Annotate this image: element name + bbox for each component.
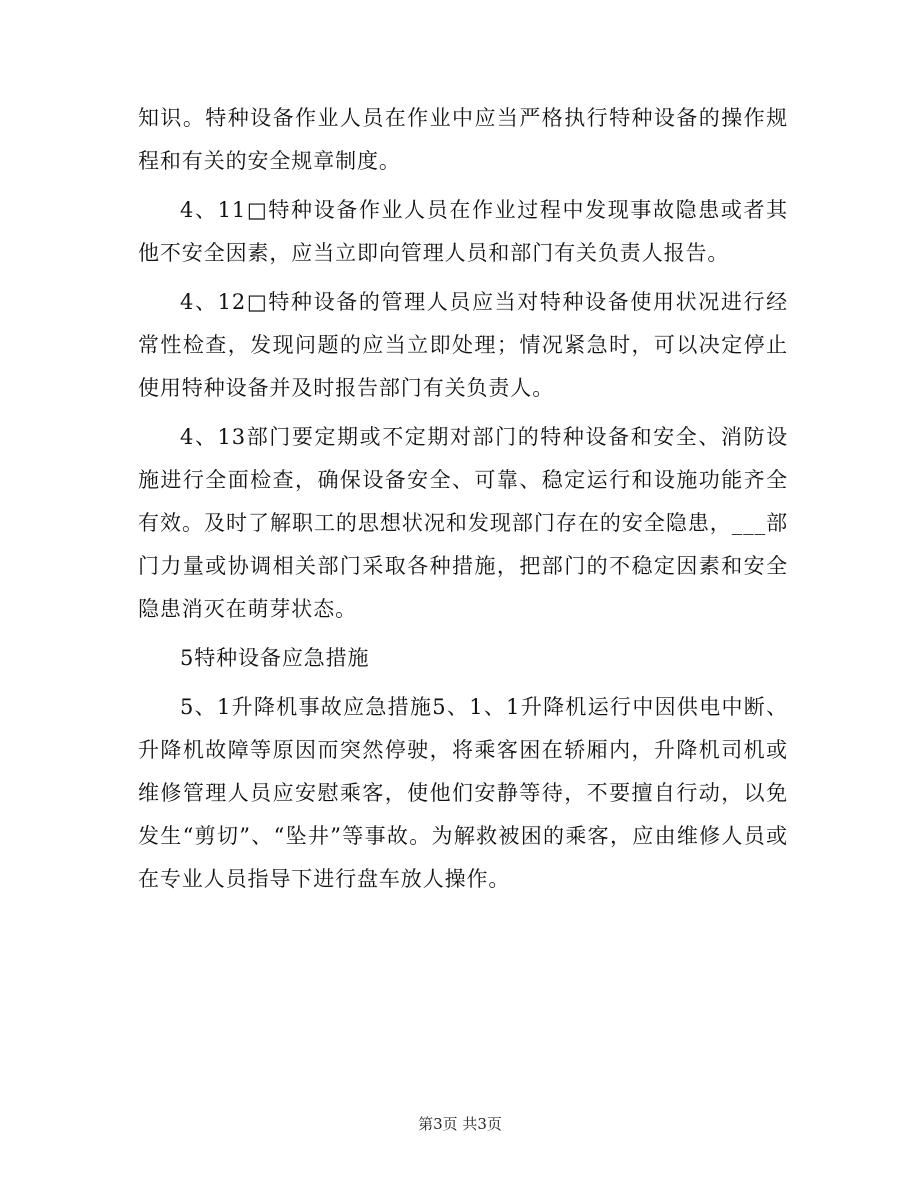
paragraph-3: 4、12□特种设备的管理人员应当对特种设备使用状况进行经常性检查，发现问题的应当立即处理；情况紧急时，可以决定停止使用特种设备并及时报告部门有关负责人。 [138,290,788,400]
paragraph-2: 4、11□特种设备作业人员在作业过程中发现事故隐患或者其他不安全因素，应当立即向管理人员和部门有关负责人报告。 [138,198,788,265]
paragraph-4: 4、13部门要定期或不定期对部门的特种设备和安全、消防设施进行全面检查，确保设备安全、可靠、稳定运行和设施功能齐全有效。及时了解职工的思想状况和发现部门存在的安全隐患，___部门力量或协调相关部门采取各种措施，把部门的不稳定因素和安全隐患消灭在萌芽状态。 [138,425,788,621]
paragraph-1: 知识。特种设备作业人员在作业中应当严格执行特种设备的操作规程和有关的安全规章制度。 [138,106,788,173]
document-body [138,97,788,907]
section-heading: 5特种设备应急措施 [180,646,370,670]
paragraph-5: 5、1升降机事故应急措施5、1、1升降机运行中因供电中断、升降机故障等原因而突然停驶，将乘客困在轿厢内，升降机司机或维修管理人员应安慰乘客，使他们安静等待，不要擅自行动，以免发生“剪切”、“坠井”等事故。为解救被困的乘客，应由维修人员或在专业人员指导下进行盘车放人操作。 [138,695,788,891]
page-footer: 第3页 共3页 [418,1115,502,1133]
